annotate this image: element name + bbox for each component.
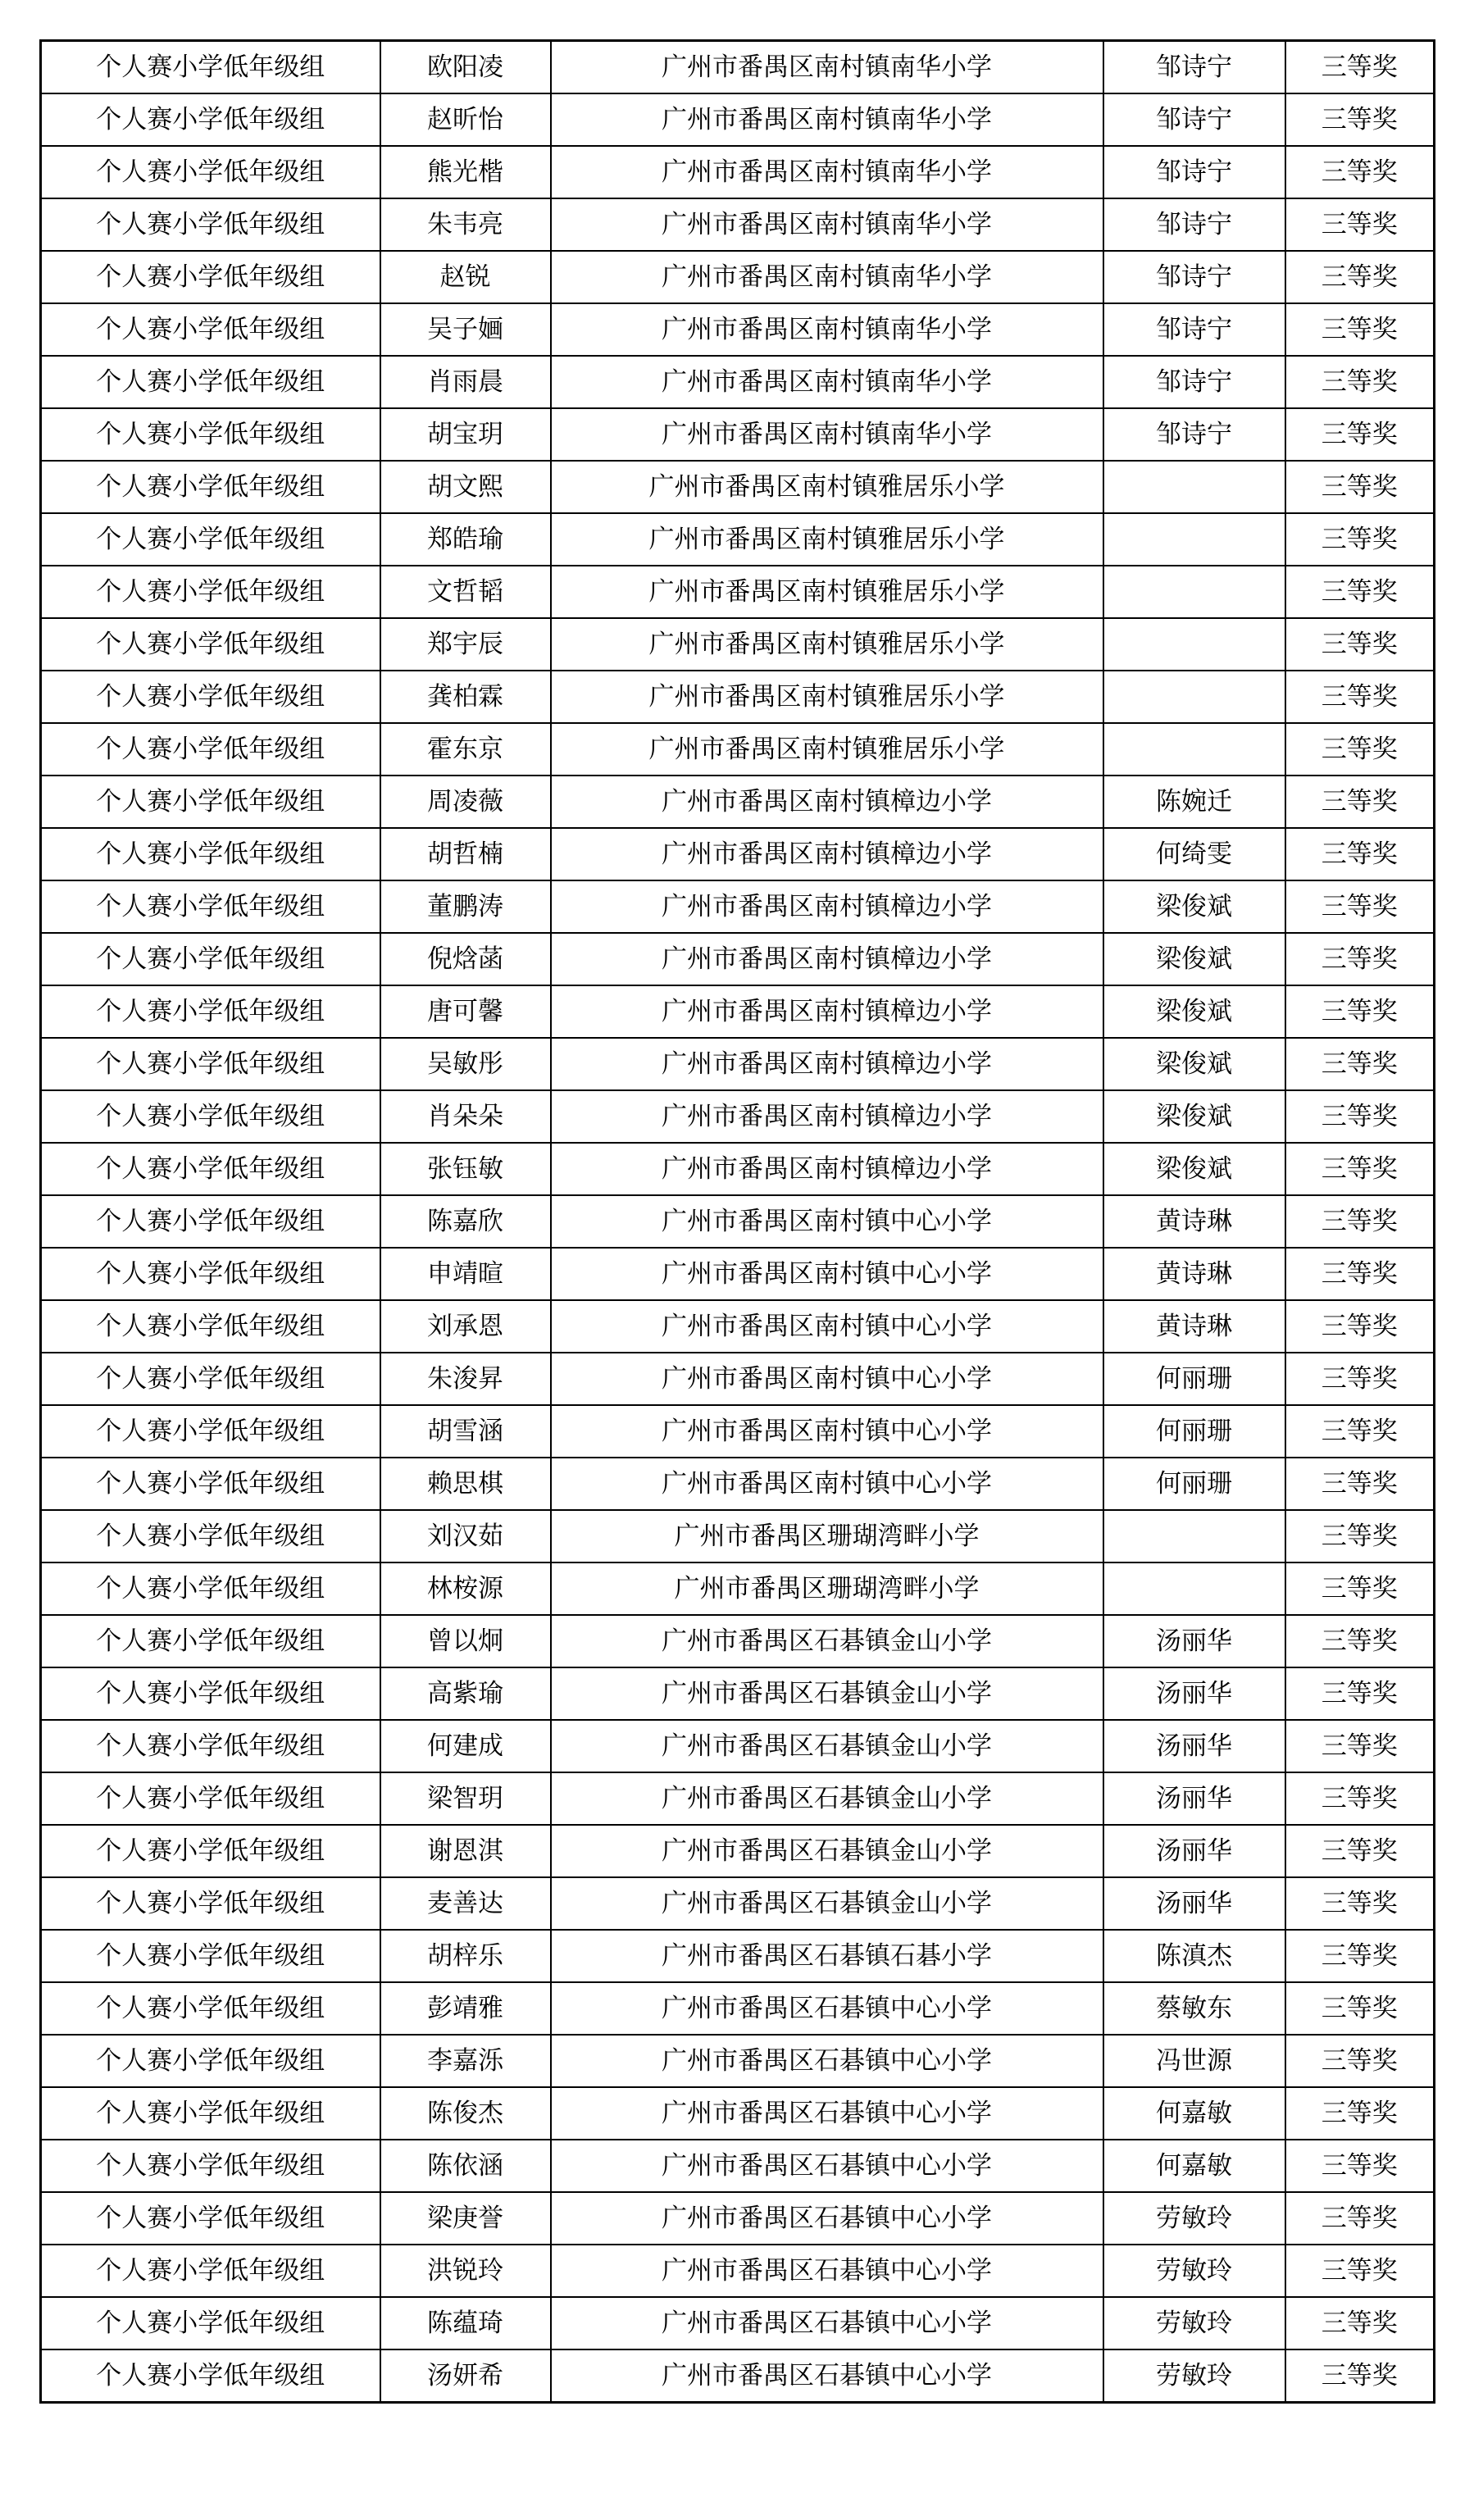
- table-row: [41, 828, 1435, 880]
- teacher-cell: 邹诗宁: [1103, 93, 1285, 146]
- table-row: [41, 1982, 1435, 2035]
- award-cell: 三等奖: [1285, 1982, 1435, 2035]
- table-row: [41, 1195, 1435, 1248]
- group-cell: 个人赛小学低年级组: [41, 356, 380, 408]
- school-cell: 广州市番禺区南村镇中心小学: [551, 1195, 1103, 1248]
- school-cell: 广州市番禺区石碁镇中心小学: [551, 2035, 1103, 2087]
- group-cell: 个人赛小学低年级组: [41, 2245, 380, 2297]
- group-cell: 个人赛小学低年级组: [41, 1405, 380, 1458]
- student-name-cell: 周凌薇: [380, 776, 551, 828]
- student-name-cell: 龚柏霖: [380, 671, 551, 723]
- teacher-cell: 汤丽华: [1103, 1877, 1285, 1930]
- teacher-cell: 汤丽华: [1103, 1615, 1285, 1667]
- student-name-cell: 刘汉茹: [380, 1510, 551, 1562]
- group-cell: 个人赛小学低年级组: [41, 671, 380, 723]
- table-row: [41, 1458, 1435, 1510]
- teacher-cell: [1103, 671, 1285, 723]
- teacher-cell: 梁俊斌: [1103, 985, 1285, 1038]
- group-cell: 个人赛小学低年级组: [41, 828, 380, 880]
- teacher-cell: 何丽珊: [1103, 1353, 1285, 1405]
- award-cell: 三等奖: [1285, 776, 1435, 828]
- group-cell: 个人赛小学低年级组: [41, 618, 380, 671]
- student-name-cell: 何建成: [380, 1720, 551, 1772]
- teacher-cell: [1103, 566, 1285, 618]
- teacher-cell: 邹诗宁: [1103, 41, 1285, 94]
- award-cell: 三等奖: [1285, 1510, 1435, 1562]
- teacher-cell: 梁俊斌: [1103, 1143, 1285, 1195]
- student-name-cell: 董鹏涛: [380, 880, 551, 933]
- award-cell: 三等奖: [1285, 1353, 1435, 1405]
- student-name-cell: 梁庚誉: [380, 2192, 551, 2245]
- group-cell: 个人赛小学低年级组: [41, 985, 380, 1038]
- teacher-cell: 汤丽华: [1103, 1720, 1285, 1772]
- award-cell: 三等奖: [1285, 1143, 1435, 1195]
- table-row: [41, 723, 1435, 776]
- school-cell: 广州市番禺区南村镇雅居乐小学: [551, 566, 1103, 618]
- table-row: [41, 93, 1435, 146]
- table-row: [41, 1667, 1435, 1720]
- school-cell: 广州市番禺区南村镇南华小学: [551, 198, 1103, 251]
- student-name-cell: 陈依涵: [380, 2140, 551, 2192]
- student-name-cell: 霍东京: [380, 723, 551, 776]
- school-cell: 广州市番禺区南村镇中心小学: [551, 1248, 1103, 1300]
- student-name-cell: 郑皓瑜: [380, 513, 551, 566]
- group-cell: 个人赛小学低年级组: [41, 1038, 380, 1090]
- teacher-cell: 冯世源: [1103, 2035, 1285, 2087]
- table-row: [41, 985, 1435, 1038]
- school-cell: 广州市番禺区南村镇南华小学: [551, 408, 1103, 461]
- award-cell: 三等奖: [1285, 2297, 1435, 2349]
- school-cell: 广州市番禺区石碁镇金山小学: [551, 1667, 1103, 1720]
- group-cell: 个人赛小学低年级组: [41, 1248, 380, 1300]
- school-cell: 广州市番禺区石碁镇中心小学: [551, 2297, 1103, 2349]
- teacher-cell: [1103, 1510, 1285, 1562]
- table-row: [41, 146, 1435, 198]
- group-cell: 个人赛小学低年级组: [41, 2140, 380, 2192]
- table-row: [41, 933, 1435, 985]
- award-cell: 三等奖: [1285, 671, 1435, 723]
- school-cell: 广州市番禺区南村镇中心小学: [551, 1300, 1103, 1353]
- award-cell: 三等奖: [1285, 2245, 1435, 2297]
- student-name-cell: 朱韦亮: [380, 198, 551, 251]
- group-cell: 个人赛小学低年级组: [41, 776, 380, 828]
- award-cell: 三等奖: [1285, 2035, 1435, 2087]
- table-row: [41, 1090, 1435, 1143]
- teacher-cell: 何丽珊: [1103, 1405, 1285, 1458]
- group-cell: 个人赛小学低年级组: [41, 408, 380, 461]
- table-row: [41, 2035, 1435, 2087]
- award-cell: 三等奖: [1285, 1405, 1435, 1458]
- school-cell: 广州市番禺区南村镇中心小学: [551, 1353, 1103, 1405]
- school-cell: 广州市番禺区南村镇中心小学: [551, 1405, 1103, 1458]
- school-cell: 广州市番禺区南村镇樟边小学: [551, 828, 1103, 880]
- table-row: [41, 1143, 1435, 1195]
- school-cell: 广州市番禺区南村镇雅居乐小学: [551, 461, 1103, 513]
- table-row: [41, 1562, 1435, 1615]
- group-cell: 个人赛小学低年级组: [41, 93, 380, 146]
- teacher-cell: 黄诗琳: [1103, 1248, 1285, 1300]
- table-row: [41, 776, 1435, 828]
- student-name-cell: 彭靖雅: [380, 1982, 551, 2035]
- student-name-cell: 陈蕴琦: [380, 2297, 551, 2349]
- table-row: [41, 1353, 1435, 1405]
- group-cell: 个人赛小学低年级组: [41, 2297, 380, 2349]
- group-cell: 个人赛小学低年级组: [41, 723, 380, 776]
- school-cell: 广州市番禺区珊瑚湾畔小学: [551, 1562, 1103, 1615]
- group-cell: 个人赛小学低年级组: [41, 1353, 380, 1405]
- teacher-cell: 梁俊斌: [1103, 1038, 1285, 1090]
- student-name-cell: 曾以炯: [380, 1615, 551, 1667]
- student-name-cell: 高紫瑜: [380, 1667, 551, 1720]
- award-cell: 三等奖: [1285, 1615, 1435, 1667]
- teacher-cell: 黄诗琳: [1103, 1300, 1285, 1353]
- award-table-body: [41, 41, 1435, 2403]
- table-row: [41, 2349, 1435, 2403]
- group-cell: 个人赛小学低年级组: [41, 1930, 380, 1982]
- student-name-cell: 胡雪涵: [380, 1405, 551, 1458]
- teacher-cell: [1103, 618, 1285, 671]
- school-cell: 广州市番禺区石碁镇中心小学: [551, 2087, 1103, 2140]
- group-cell: 个人赛小学低年级组: [41, 1090, 380, 1143]
- teacher-cell: 邹诗宁: [1103, 303, 1285, 356]
- award-cell: 三等奖: [1285, 2087, 1435, 2140]
- teacher-cell: 汤丽华: [1103, 1825, 1285, 1877]
- table-row: [41, 1877, 1435, 1930]
- student-name-cell: 汤妍希: [380, 2349, 551, 2403]
- student-name-cell: 赵昕怡: [380, 93, 551, 146]
- student-name-cell: 刘承恩: [380, 1300, 551, 1353]
- group-cell: 个人赛小学低年级组: [41, 2087, 380, 2140]
- student-name-cell: 唐可馨: [380, 985, 551, 1038]
- table-row: [41, 566, 1435, 618]
- award-cell: 三等奖: [1285, 1667, 1435, 1720]
- award-cell: 三等奖: [1285, 1720, 1435, 1772]
- teacher-cell: 黄诗琳: [1103, 1195, 1285, 1248]
- student-name-cell: 李嘉泺: [380, 2035, 551, 2087]
- student-name-cell: 胡哲楠: [380, 828, 551, 880]
- school-cell: 广州市番禺区珊瑚湾畔小学: [551, 1510, 1103, 1562]
- award-cell: 三等奖: [1285, 1195, 1435, 1248]
- school-cell: 广州市番禺区南村镇雅居乐小学: [551, 513, 1103, 566]
- award-cell: 三等奖: [1285, 1877, 1435, 1930]
- group-cell: 个人赛小学低年级组: [41, 1615, 380, 1667]
- group-cell: 个人赛小学低年级组: [41, 1877, 380, 1930]
- student-name-cell: 欧阳凌: [380, 41, 551, 94]
- student-name-cell: 梁智玥: [380, 1772, 551, 1825]
- table-row: [41, 2192, 1435, 2245]
- award-cell: 三等奖: [1285, 933, 1435, 985]
- school-cell: 广州市番禺区南村镇中心小学: [551, 1458, 1103, 1510]
- teacher-cell: 汤丽华: [1103, 1772, 1285, 1825]
- table-row: [41, 2297, 1435, 2349]
- school-cell: 广州市番禺区南村镇南华小学: [551, 146, 1103, 198]
- award-cell: 三等奖: [1285, 1930, 1435, 1982]
- teacher-cell: [1103, 513, 1285, 566]
- table-row: [41, 1825, 1435, 1877]
- table-row: [41, 356, 1435, 408]
- group-cell: 个人赛小学低年级组: [41, 1825, 380, 1877]
- student-name-cell: 肖朵朵: [380, 1090, 551, 1143]
- student-name-cell: 陈嘉欣: [380, 1195, 551, 1248]
- teacher-cell: 劳敏玲: [1103, 2349, 1285, 2403]
- school-cell: 广州市番禺区南村镇樟边小学: [551, 1143, 1103, 1195]
- award-cell: 三等奖: [1285, 303, 1435, 356]
- group-cell: 个人赛小学低年级组: [41, 461, 380, 513]
- school-cell: 广州市番禺区石碁镇中心小学: [551, 2349, 1103, 2403]
- student-name-cell: 熊光楷: [380, 146, 551, 198]
- group-cell: 个人赛小学低年级组: [41, 1300, 380, 1353]
- award-cell: 三等奖: [1285, 2192, 1435, 2245]
- award-cell: 三等奖: [1285, 1562, 1435, 1615]
- group-cell: 个人赛小学低年级组: [41, 1562, 380, 1615]
- school-cell: 广州市番禺区南村镇南华小学: [551, 303, 1103, 356]
- teacher-cell: 陈滇杰: [1103, 1930, 1285, 1982]
- table-row: [41, 2087, 1435, 2140]
- group-cell: 个人赛小学低年级组: [41, 41, 380, 94]
- teacher-cell: [1103, 723, 1285, 776]
- school-cell: 广州市番禺区南村镇雅居乐小学: [551, 618, 1103, 671]
- student-name-cell: 胡梓乐: [380, 1930, 551, 1982]
- teacher-cell: 梁俊斌: [1103, 933, 1285, 985]
- award-cell: 三等奖: [1285, 198, 1435, 251]
- student-name-cell: 陈俊杰: [380, 2087, 551, 2140]
- school-cell: 广州市番禺区石碁镇金山小学: [551, 1615, 1103, 1667]
- award-cell: 三等奖: [1285, 723, 1435, 776]
- table-row: [41, 461, 1435, 513]
- table-row: [41, 1615, 1435, 1667]
- table-row: [41, 513, 1435, 566]
- teacher-cell: 陈婉迁: [1103, 776, 1285, 828]
- table-row: [41, 671, 1435, 723]
- award-cell: 三等奖: [1285, 146, 1435, 198]
- award-cell: 三等奖: [1285, 1300, 1435, 1353]
- group-cell: 个人赛小学低年级组: [41, 146, 380, 198]
- group-cell: 个人赛小学低年级组: [41, 303, 380, 356]
- student-name-cell: 申靖暄: [380, 1248, 551, 1300]
- table-row: [41, 1038, 1435, 1090]
- group-cell: 个人赛小学低年级组: [41, 513, 380, 566]
- table-row: [41, 303, 1435, 356]
- award-cell: 三等奖: [1285, 513, 1435, 566]
- table-row: [41, 618, 1435, 671]
- table-row: [41, 41, 1435, 94]
- student-name-cell: 林桉源: [380, 1562, 551, 1615]
- school-cell: 广州市番禺区石碁镇金山小学: [551, 1772, 1103, 1825]
- student-name-cell: 洪锐玲: [380, 2245, 551, 2297]
- school-cell: 广州市番禺区南村镇樟边小学: [551, 1090, 1103, 1143]
- group-cell: 个人赛小学低年级组: [41, 566, 380, 618]
- school-cell: 广州市番禺区南村镇南华小学: [551, 251, 1103, 303]
- student-name-cell: 赵锐: [380, 251, 551, 303]
- award-cell: 三等奖: [1285, 356, 1435, 408]
- award-cell: 三等奖: [1285, 828, 1435, 880]
- student-name-cell: 谢恩淇: [380, 1825, 551, 1877]
- student-name-cell: 赖思棋: [380, 1458, 551, 1510]
- award-cell: 三等奖: [1285, 1248, 1435, 1300]
- award-cell: 三等奖: [1285, 880, 1435, 933]
- group-cell: 个人赛小学低年级组: [41, 1458, 380, 1510]
- table-row: [41, 2245, 1435, 2297]
- school-cell: 广州市番禺区石碁镇中心小学: [551, 2140, 1103, 2192]
- teacher-cell: 何绮雯: [1103, 828, 1285, 880]
- student-name-cell: 吴子婳: [380, 303, 551, 356]
- group-cell: 个人赛小学低年级组: [41, 1510, 380, 1562]
- group-cell: 个人赛小学低年级组: [41, 2192, 380, 2245]
- group-cell: 个人赛小学低年级组: [41, 933, 380, 985]
- teacher-cell: 蔡敏东: [1103, 1982, 1285, 2035]
- table-row: [41, 880, 1435, 933]
- school-cell: 广州市番禺区南村镇雅居乐小学: [551, 723, 1103, 776]
- award-cell: 三等奖: [1285, 1090, 1435, 1143]
- school-cell: 广州市番禺区南村镇南华小学: [551, 41, 1103, 94]
- award-cell: 三等奖: [1285, 408, 1435, 461]
- group-cell: 个人赛小学低年级组: [41, 251, 380, 303]
- table-row: [41, 1510, 1435, 1562]
- school-cell: 广州市番禺区南村镇南华小学: [551, 93, 1103, 146]
- award-cell: 三等奖: [1285, 1825, 1435, 1877]
- teacher-cell: 梁俊斌: [1103, 1090, 1285, 1143]
- group-cell: 个人赛小学低年级组: [41, 880, 380, 933]
- school-cell: 广州市番禺区南村镇南华小学: [551, 356, 1103, 408]
- teacher-cell: 何丽珊: [1103, 1458, 1285, 1510]
- table-row: [41, 1720, 1435, 1772]
- table-row: [41, 1405, 1435, 1458]
- award-cell: 三等奖: [1285, 1458, 1435, 1510]
- table-row: [41, 1930, 1435, 1982]
- teacher-cell: 劳敏玲: [1103, 2192, 1285, 2245]
- student-name-cell: 胡宝玥: [380, 408, 551, 461]
- teacher-cell: 邹诗宁: [1103, 408, 1285, 461]
- student-name-cell: 胡文熙: [380, 461, 551, 513]
- table-row: [41, 1772, 1435, 1825]
- student-name-cell: 文哲韬: [380, 566, 551, 618]
- school-cell: 广州市番禺区南村镇樟边小学: [551, 933, 1103, 985]
- teacher-cell: [1103, 1562, 1285, 1615]
- table-row: [41, 251, 1435, 303]
- group-cell: 个人赛小学低年级组: [41, 2349, 380, 2403]
- teacher-cell: 劳敏玲: [1103, 2297, 1285, 2349]
- teacher-cell: 何嘉敏: [1103, 2087, 1285, 2140]
- school-cell: 广州市番禺区南村镇樟边小学: [551, 985, 1103, 1038]
- teacher-cell: 何嘉敏: [1103, 2140, 1285, 2192]
- group-cell: 个人赛小学低年级组: [41, 1667, 380, 1720]
- award-cell: 三等奖: [1285, 1772, 1435, 1825]
- school-cell: 广州市番禺区南村镇樟边小学: [551, 776, 1103, 828]
- award-cell: 三等奖: [1285, 618, 1435, 671]
- table-row: [41, 1248, 1435, 1300]
- group-cell: 个人赛小学低年级组: [41, 1772, 380, 1825]
- award-cell: 三等奖: [1285, 93, 1435, 146]
- table-row: [41, 1300, 1435, 1353]
- award-cell: 三等奖: [1285, 566, 1435, 618]
- teacher-cell: 邹诗宁: [1103, 251, 1285, 303]
- school-cell: 广州市番禺区石碁镇金山小学: [551, 1877, 1103, 1930]
- student-name-cell: 朱浚昇: [380, 1353, 551, 1405]
- teacher-cell: 邹诗宁: [1103, 356, 1285, 408]
- group-cell: 个人赛小学低年级组: [41, 1143, 380, 1195]
- student-name-cell: 肖雨晨: [380, 356, 551, 408]
- award-results-table: [39, 39, 1435, 2404]
- group-cell: 个人赛小学低年级组: [41, 1195, 380, 1248]
- teacher-cell: 邹诗宁: [1103, 198, 1285, 251]
- group-cell: 个人赛小学低年级组: [41, 1982, 380, 2035]
- group-cell: 个人赛小学低年级组: [41, 2035, 380, 2087]
- award-cell: 三等奖: [1285, 2140, 1435, 2192]
- teacher-cell: 邹诗宁: [1103, 146, 1285, 198]
- school-cell: 广州市番禺区南村镇樟边小学: [551, 1038, 1103, 1090]
- award-cell: 三等奖: [1285, 2349, 1435, 2403]
- award-cell: 三等奖: [1285, 985, 1435, 1038]
- school-cell: 广州市番禺区石碁镇金山小学: [551, 1720, 1103, 1772]
- student-name-cell: 麦善达: [380, 1877, 551, 1930]
- award-cell: 三等奖: [1285, 41, 1435, 94]
- school-cell: 广州市番禺区石碁镇中心小学: [551, 1982, 1103, 2035]
- table-row: [41, 408, 1435, 461]
- school-cell: 广州市番禺区石碁镇石碁小学: [551, 1930, 1103, 1982]
- table-row: [41, 2140, 1435, 2192]
- school-cell: 广州市番禺区南村镇雅居乐小学: [551, 671, 1103, 723]
- group-cell: 个人赛小学低年级组: [41, 1720, 380, 1772]
- award-cell: 三等奖: [1285, 1038, 1435, 1090]
- teacher-cell: 梁俊斌: [1103, 880, 1285, 933]
- school-cell: 广州市番禺区石碁镇中心小学: [551, 2245, 1103, 2297]
- school-cell: 广州市番禺区石碁镇中心小学: [551, 2192, 1103, 2245]
- teacher-cell: [1103, 461, 1285, 513]
- student-name-cell: 吴敏彤: [380, 1038, 551, 1090]
- school-cell: 广州市番禺区南村镇樟边小学: [551, 880, 1103, 933]
- teacher-cell: 汤丽华: [1103, 1667, 1285, 1720]
- award-cell: 三等奖: [1285, 461, 1435, 513]
- group-cell: 个人赛小学低年级组: [41, 198, 380, 251]
- student-name-cell: 倪焓菡: [380, 933, 551, 985]
- table-row: [41, 198, 1435, 251]
- student-name-cell: 张钰敏: [380, 1143, 551, 1195]
- school-cell: 广州市番禺区石碁镇金山小学: [551, 1825, 1103, 1877]
- teacher-cell: 劳敏玲: [1103, 2245, 1285, 2297]
- award-cell: 三等奖: [1285, 251, 1435, 303]
- student-name-cell: 郑宇辰: [380, 618, 551, 671]
